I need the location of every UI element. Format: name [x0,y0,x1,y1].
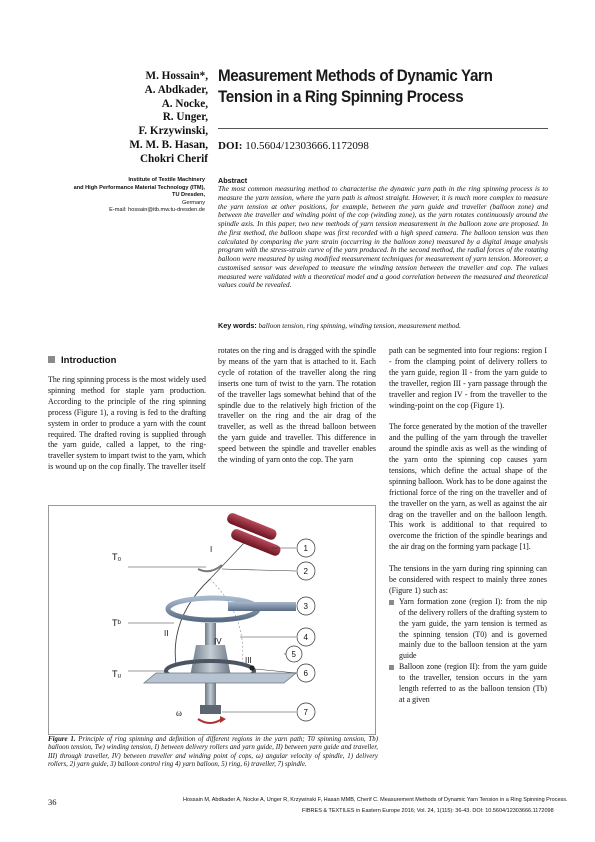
callouts [222,539,315,721]
title-divider [218,128,548,129]
yarn-region-1 [210,543,244,579]
paragraph: The force generated by the motion of the traveller and the pulling of the yarn through the traveller around the spindle axis as well as the winding of the yarn onto the spinning cop causes yarn tensions, which define the actual shape of the spinning balloon. Work has to be done against the frictional force of the ring on the traveller and of the traveller on the yarn, as well as against the air drag on the traveller and on the balloon length. This work is additional to that required to overcome the friction of the spindle bearings and the air drag on the forming yarn package [1]. [389,422,547,552]
author-name: M. M. B. Hasan, [129,138,208,151]
callout-number: 4 [303,633,308,642]
page-number: 36 [48,797,57,807]
balloon-control-ring [168,598,296,620]
callout-number: 3 [303,602,308,611]
affiliation-line: and High Performance Material Technology (ITM), [73,184,205,191]
journal-line: FIBRES & TEXTILES in Eastern Europe 2016; Vol. 24, 1(115): 36-43. DOI: 10.5604/12303666.1172098 [302,808,554,814]
affiliation-line: Germany [181,199,205,206]
label-region-3: III [245,656,252,665]
ring-spinning-diagram [48,505,376,735]
author-name: Chokri Cherif [139,152,208,165]
body-column-2 [218,346,376,477]
affiliation [30,177,205,215]
citation-line: Hossain M, Abdkader A, Nocke A, Unger R, Krzywinski F, Hasan MMB, Cherif C. Measurement Methods of Dynamic Yarn Tension in a Ring Spinning Process. [183,797,568,803]
keywords-line [218,321,548,330]
list-item [389,662,547,706]
author-name: R. Unger, [162,111,208,124]
paragraph: The ring spinning process is the most widely used spinning method for staple yarn production. According to the principle of the ring spinning process (Figure 1), a roving is fed to the drafting system in order to produce a yarn with the count required. The drafted roving is supplied through the yarn guide, called a lappet, to the ring-traveller system to impart twist to the yarn, which is wound up on the cop finally. The traveller itself [48,375,206,472]
label-tw: Tᵤ [112,669,121,679]
label-omega: ω [176,708,182,718]
figure-caption-text: Principle of ring spinning and definition of different regions in the yarn path; T0 spinning tension, Tb) balloon tension, Tw) winding tension, I) between delivery rollers and yarn guide, II) between yarn guide and traveller, III) through traveller, IV) between traveller and winding point of cops, ω) angular velocity of spindle, 1) delivery rollers, 2) yarn guide, 3) balloon control ring 4) yarn balloon, 5) ring, 6) traveller, 7) spindle. [48,736,378,768]
list-item-text: Balloon zone (region II): from the yarn guide to the traveller, tension occurs in the yarn length referred to as the balloon tension (Tb) at a given [399,662,547,704]
traveller [249,665,254,670]
affiliation-line: TU Dresden, [172,192,205,199]
doi-label: DOI: [218,140,243,152]
spindle [190,623,231,714]
section-heading-text: Introduction [61,355,117,366]
body-column-1 [48,375,206,484]
abstract-heading: Abstract [218,176,248,185]
paragraph: path can be segmented into four regions: region I - from the clamping point of delivery rollers to the yarn guide, region II - from the yarn guide to the traveller, region III - yarn passage through the traveller and region IV - from the traveller to the winding-point on the cop (Figure 1). [389,346,547,410]
figure-caption [48,736,378,769]
list-item [389,597,547,662]
section-heading [48,355,116,366]
label-region-1: I [210,545,213,554]
affiliation-line: Institute of Textile Machinery [128,177,205,183]
label-t0: T₀ [112,552,122,562]
keywords-label: Key words: [218,321,257,330]
callout-number: 1 [303,544,308,553]
zone-list [389,597,547,706]
doi-line [218,140,369,152]
list-item-text: Yarn formation zone (region I): from the nip of the delivery rollers of the drafting system to the yarn guide, the yarn tension is termed as the spinning tension (T0) and is governed mainly due to the balloon tension at the yarn guide [399,596,547,661]
callout-number: 2 [303,567,308,576]
callout-number: 5 [291,650,296,659]
doi-value[interactable]: 10.5604/12303666.1172098 [245,140,369,152]
label-tb: Tᵇ [112,618,121,628]
callout-number: 6 [303,669,308,678]
paragraph: rotates on the ring and is dragged with the spindle by means of the yarn that is attached to it. Each cycle of rotation of the traveller along the ring inserts one turn of twist to the yarn. The rotation of the traveller lags somewhat behind that of the spindle due to the relatively high friction of the traveller on the ring and the air drag of the traveller, as well as the thread balloon between the yarn guide and traveller. This difference in speed between the spindle and traveller enables the winding of yarn onto the cop. The yarn [218,346,376,465]
section-square-icon [48,356,55,363]
bullet-square-icon [389,600,394,605]
abstract-text: The most common measuring method to characterise the dynamic yarn path in the ring spinning process is to measure the yarn tension, where the yarn path is almost straight. However, it is much more complex to measure the yarn tension at other positions, for example, between the yarn guide and traveller (balloon zone) and between the traveller and winding point of the cop (winding zone), as the yarn rotates continuously around the spindle axis. In this paper, two new methods of yarn tension measurement in the balloon zone are proposed. In the first method, the balloon shape was first recorded with a high speed camera. The balloon tension was then calculated by comparing the yarn strain (occurring in the balloon zone) measured by a digital image analysis program with the stress-strain curve of the yarn produced. In the second method, the radial forces of the rotating balloon were measured by using modified measurement techniques for measurement of yarn tension. Moreover, a customised sensor was developed to measure the winding tension between the traveller and cop. The values measured were validated with a theoretical model and a good correlation between the measured and theoretical values could be revealed. [218,185,548,290]
figure-caption-label: Figure 1. [48,736,76,743]
affiliation-email[interactable]: E-mail: hossain@itb.mw.tu-dresden.de [109,207,205,214]
rotation-arrow-icon [198,719,222,723]
author-name: A. Nocke, [161,97,208,110]
author-name: F. Krzywinski, [138,125,208,138]
delivery-rollers [226,512,282,558]
callout-number: 7 [303,708,308,717]
label-region-4: IV [214,637,222,646]
body-column-3 [389,346,547,706]
article-title: Measurement Methods of Dynamic Yarn Tension in a Ring Spinning Process [218,67,493,106]
label-region-2: II [164,629,169,638]
keywords-value: balloon tension, ring spinning, winding tension, measurement method. [258,322,461,330]
bullet-square-icon [389,665,394,670]
author-list [88,70,208,167]
author-name: A. Abdkader, [144,83,208,96]
paragraph: The tensions in the yarn during ring spinning can be considered with respect to mainly three zones (Figure 1) such as: [389,564,547,595]
author-name: M. Hossain*, [145,70,208,82]
